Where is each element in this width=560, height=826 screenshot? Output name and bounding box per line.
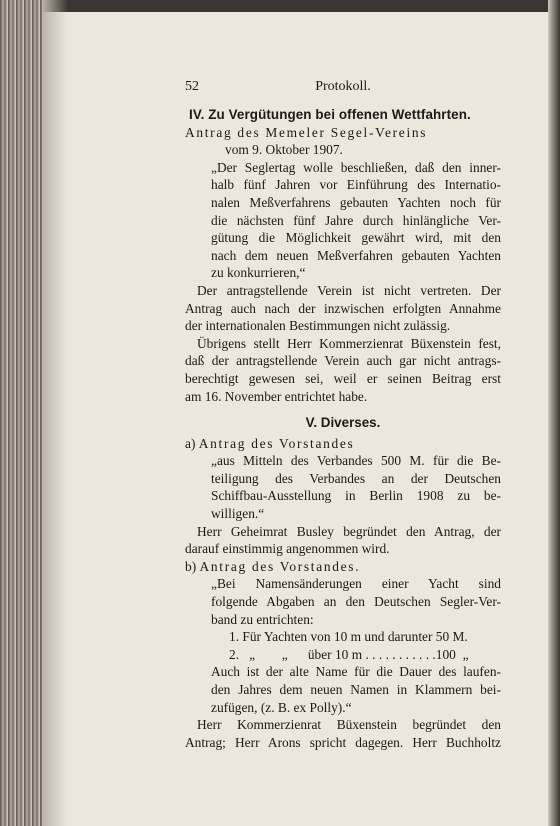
text-line: am 16. November entrichtet habe.	[185, 388, 368, 404]
quote-block	[185, 452, 501, 522]
item-label: a)	[185, 435, 196, 451]
section-4-title: IV. Zu Vergütungen bei offenen Wettfahrten.	[189, 107, 471, 122]
quote-line: die nächsten fünf Jahre durch hinlängliche Ver-	[211, 212, 501, 228]
quote-line: teiligung des Verbandes an der Deutschen	[211, 470, 501, 486]
page-number: 52	[185, 79, 199, 94]
item-label: b)	[185, 558, 197, 574]
quote-line: „aus Mitteln des Verbandes 500 M. für die Be-	[211, 453, 501, 469]
quote-line: nalen Meßverfahrens gebauten Yachten noch für	[211, 194, 501, 210]
motion-date: vom 9. Oktober 1907.	[225, 142, 343, 158]
text-line: Herr Geheimrat Busley begründet den Antrag, der	[197, 523, 501, 539]
paragraph	[185, 716, 501, 751]
text-line: Antrag; Herr Arons spricht dagegen. Herr Buchholtz	[185, 734, 501, 750]
page-text-block	[185, 78, 501, 751]
running-head: Protokoll.	[315, 79, 371, 94]
scan-right-edge	[548, 0, 560, 826]
paragraph	[185, 282, 501, 335]
quote-line: Auch ist der alte Name für die Dauer des laufen-	[211, 664, 501, 680]
scan-top-edge	[0, 0, 560, 12]
text-line: Antrag auch nach der inzwischen erfolgten Annahme	[185, 300, 501, 316]
quote-line: zufügen, (z. B. ex Polly).“	[211, 699, 352, 715]
page-header	[185, 78, 501, 100]
item-b	[185, 558, 501, 576]
text-line: Übrigens stellt Herr Kommerzienrat Büxenstein fest,	[197, 335, 501, 351]
quote-line: „Der Seglertag wolle beschließen, daß den inner-	[211, 159, 501, 175]
quote-line: halb fünf Jahren vor Einführung des Internatio-	[211, 177, 501, 193]
quote-line: Schiffbau-Ausstellung in Berlin 1908 zu be-	[211, 488, 501, 504]
gutter-shadow	[42, 0, 68, 826]
fee-list-item: 2. „ „ über 10 m . . . . . . . . . . .100 „	[229, 646, 469, 662]
paragraph	[185, 523, 501, 558]
item-motion: Antrag des Vorstandes	[198, 435, 355, 451]
item-a	[185, 435, 501, 453]
item-motion: Antrag des Vorstandes.	[199, 558, 361, 574]
quote-line: nach dem neuen Meßverfahren gebauten Yachten	[211, 247, 501, 263]
quote-line: folgende Abgaben an den Deutschen Segler-Ver-	[211, 594, 501, 610]
book-spine	[0, 0, 42, 826]
quote-block	[185, 575, 501, 716]
quote-line: band zu entrichten:	[211, 611, 314, 627]
text-line: der internationalen Bestimmungen nicht zulässig.	[185, 318, 451, 334]
text-line: berechtigt gewesen sei, weil er seinen Beitrag erst	[185, 370, 501, 386]
quote-block	[185, 159, 501, 282]
text-line: daß der antragstellende Verein auch gar nicht antrags-	[185, 353, 501, 369]
section-5-title: V. Diverses.	[305, 415, 381, 431]
quote-line: gütung die Möglichkeit gewährt wird, mit den	[211, 230, 501, 246]
text-line: Herr Kommerzienrat Büxenstein begründet den	[197, 717, 501, 733]
quote-line: „Bei Namensänderungen einer Yacht sind	[211, 576, 501, 592]
quote-line: willigen.“	[211, 506, 265, 522]
fee-list-item: 1. Für Yachten von 10 m und darunter 50 M.	[229, 629, 468, 645]
paragraph	[185, 335, 501, 405]
motion-line: Antrag des Memeler Segel-Vereins	[185, 124, 428, 140]
quote-line: zu konkurrieren,“	[211, 265, 306, 281]
text-line: darauf einstimmig angenommen wird.	[185, 541, 390, 557]
text-line: Der antragstellende Verein ist nicht vertreten. Der	[197, 282, 501, 298]
quote-line: den Jahres dem neuen Namen in Klammern bei-	[211, 682, 501, 697]
